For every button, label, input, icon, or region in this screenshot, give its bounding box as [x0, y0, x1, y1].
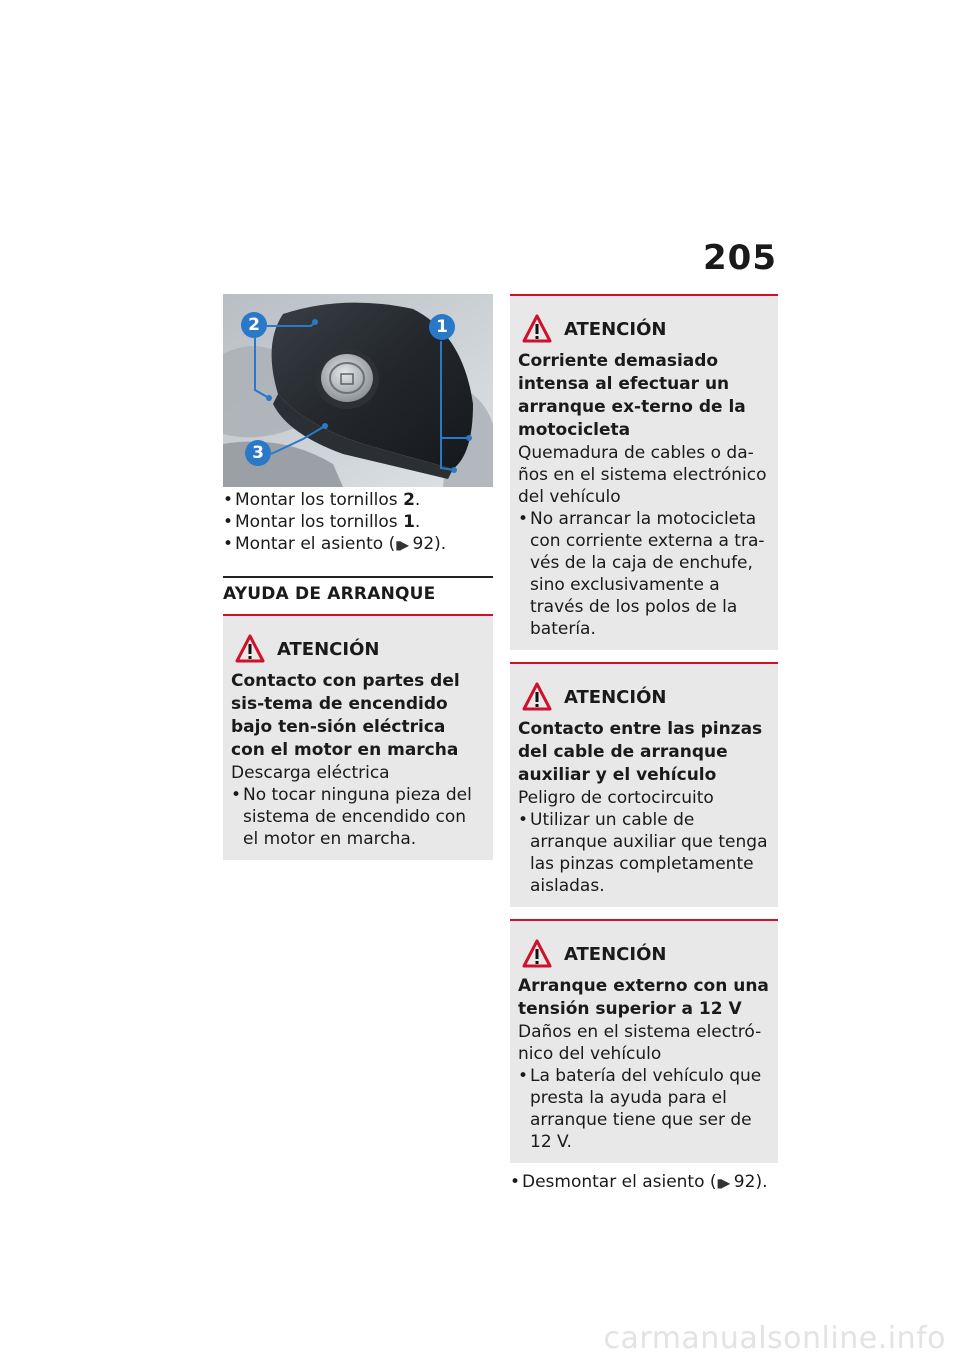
warning-triangle-icon	[235, 634, 265, 664]
step-text: Desmontar el asiento (	[522, 1172, 717, 1192]
warning-title: Corriente demasiado intensa al efectuar un arranque ex-terno de la motocicleta	[518, 351, 746, 440]
step-suffix: ).	[755, 1172, 768, 1192]
step-suffix: .	[414, 512, 421, 532]
warning-instruction: • La batería del vehículo que presta la ayuda para el arranque tiene que ser de 12 V.	[518, 1065, 770, 1153]
warning-label: ATENCIÓN	[564, 318, 667, 340]
warning-instruction: • No arrancar la motocicleta con corriente externa a tra-vés de la caja de enchufe, sino exclusivamente a través de los polos de la batería.	[518, 508, 770, 640]
watermark: carmanualsonline.info	[603, 1321, 946, 1356]
warning-label: ATENCIÓN	[564, 686, 667, 708]
warning-title: Arranque externo con una tensión superior a 12 V	[518, 976, 769, 1019]
list-item: • Montar los tornillos 2.	[223, 490, 421, 510]
warning-title: Contacto entre las pinzas del cable de arranque auxiliar y el vehículo	[518, 719, 763, 785]
step-list	[223, 489, 493, 556]
warning-label: ATENCIÓN	[564, 943, 667, 965]
warning-box	[510, 919, 778, 1163]
right-column	[510, 294, 778, 1194]
page-ref-link[interactable]: 92	[733, 1172, 756, 1192]
warning-instruction-text: No tocar ninguna pieza del sistema de encendido con el motor en marcha.	[243, 785, 472, 849]
list-item: • Montar los tornillos 1.	[223, 512, 421, 532]
warning-label: ATENCIÓN	[277, 638, 380, 660]
warning-consequence: Descarga eléctrica	[231, 763, 390, 783]
step-text: Montar el asiento (	[235, 534, 396, 554]
section-title: AYUDA DE ARRANQUE	[223, 576, 493, 604]
step-ref: 2	[403, 490, 415, 510]
warning-consequence: Daños en el sistema electró-nico del vehículo	[518, 1022, 762, 1064]
warning-consequence: Peligro de cortocircuito	[518, 788, 714, 808]
motorcycle-tank-figure	[223, 294, 493, 487]
step-suffix: ).	[434, 534, 447, 554]
step-text: Montar los tornillos	[235, 512, 404, 532]
warning-box	[510, 294, 778, 650]
left-column	[223, 294, 493, 860]
warning-triangle-icon	[522, 939, 552, 969]
step-ref: 1	[403, 512, 415, 532]
callout-1: 1	[429, 314, 455, 340]
warning-instruction: • No tocar ninguna pieza del sistema de encendido con el motor en marcha.	[231, 784, 485, 850]
warning-instruction-text: La batería del vehículo que presta la ayuda para el arranque tiene que ser de 12 V.	[530, 1066, 762, 1152]
page-ref-link[interactable]: 92	[412, 534, 435, 554]
warning-triangle-icon	[522, 314, 552, 344]
step-suffix: .	[414, 490, 421, 510]
page-number: 205	[703, 238, 777, 278]
list-item: • Desmontar el asiento (▮▶ 92).	[510, 1172, 768, 1192]
step-text: Montar los tornillos	[235, 490, 404, 510]
warning-title: Contacto con partes del sis-tema de encendido bajo ten-sión eléctrica con el motor en marcha	[231, 671, 460, 760]
warning-box	[510, 662, 778, 907]
callout-3: 3	[245, 440, 271, 466]
page-ref-arrow-icon: ▮▶	[395, 538, 408, 552]
warning-triangle-icon	[522, 682, 552, 712]
page-ref-arrow-icon: ▮▶	[716, 1176, 729, 1190]
warning-instruction-text: Utilizar un cable de arranque auxiliar que tenga las pinzas completamente aisladas.	[530, 810, 768, 896]
list-item: • Montar el asiento (▮▶ 92).	[223, 534, 447, 554]
warning-consequence: Quemadura de cables o da-ños en el sistema electrónico del vehículo	[518, 443, 767, 507]
warning-instruction: • Utilizar un cable de arranque auxiliar que tenga las pinzas completamente aisladas.	[518, 809, 770, 897]
callout-2: 2	[241, 312, 267, 338]
warning-box	[223, 614, 493, 860]
warning-instruction-text: No arrancar la motocicleta con corriente externa a tra-vés de la caja de enchufe, sino exclusivamente a través de los polos de la batería.	[530, 509, 765, 639]
